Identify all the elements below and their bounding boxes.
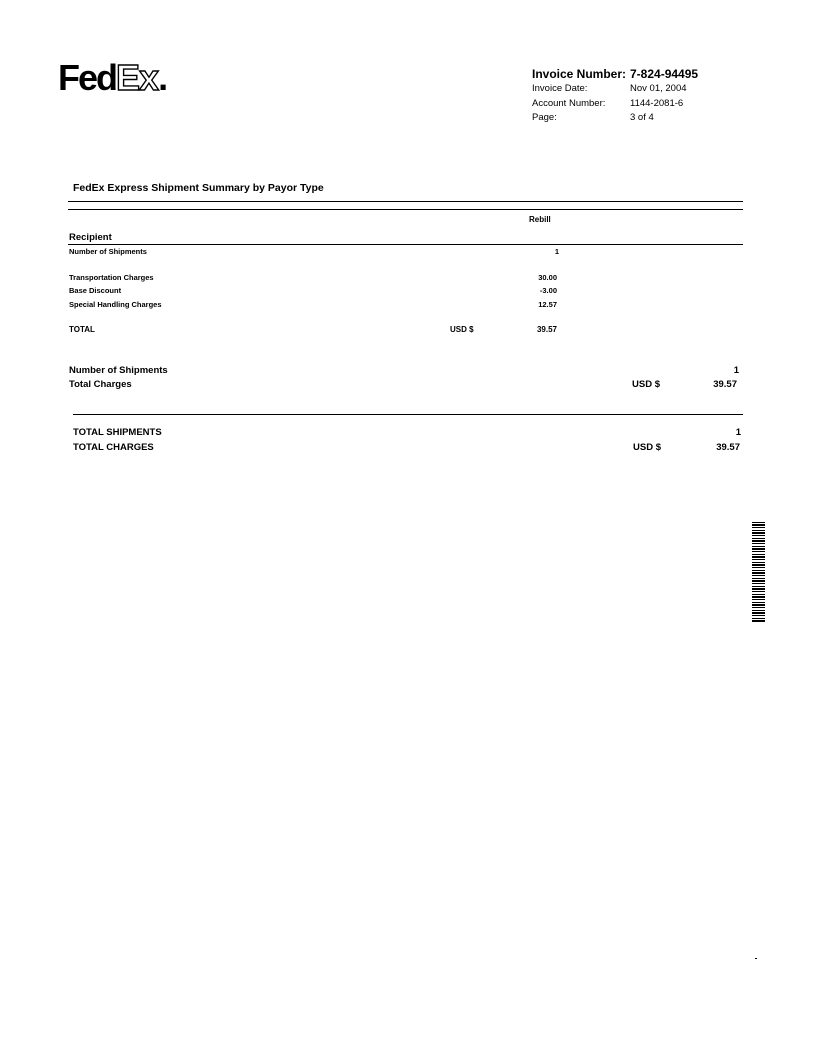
divider-top-2 — [68, 209, 743, 210]
total-currency: USD $ — [450, 325, 474, 334]
logo-fed: Fed — [58, 57, 117, 98]
invoice-number-value: 7-824-94495 — [630, 67, 699, 81]
invoice-date-value: Nov 01, 2004 — [630, 83, 687, 94]
logo-dot: . — [158, 57, 167, 98]
row-shipments-label: Number of Shipments — [69, 247, 147, 256]
group-label-recipient: Recipient — [69, 232, 112, 243]
column-header-rebill: Rebill — [529, 215, 551, 224]
row-transport-value: 30.00 — [538, 273, 557, 282]
row-discount-label: Base Discount — [69, 286, 122, 295]
divider-top — [68, 201, 743, 202]
page-label: Page: — [532, 112, 557, 123]
summary-shipments-label: Number of Shipments — [69, 365, 168, 376]
section-title: FedEx Express Shipment Summary by Payor Type — [73, 182, 324, 194]
total-label: TOTAL — [69, 325, 95, 334]
group-underline — [68, 244, 743, 245]
row-special-label: Special Handling Charges — [69, 300, 162, 309]
invoice-number-label: Invoice Number: — [532, 67, 627, 81]
summary-charges-label: Total Charges — [69, 379, 132, 390]
grand-total-charges-currency: USD $ — [633, 442, 661, 453]
page-value: 3 of 4 — [630, 112, 654, 123]
logo-ex: Ex — [116, 57, 159, 98]
invoice-date-label: Invoice Date: — [532, 83, 588, 94]
fedex-logo — [58, 57, 167, 98]
divider-grand-total — [73, 414, 743, 415]
barcode-graphic — [752, 522, 765, 622]
grand-total-shipments-value: 1 — [735, 427, 741, 438]
summary-charges-currency: USD $ — [632, 379, 660, 390]
account-number-value: 1144-2081-6 — [630, 98, 684, 109]
row-special-value: 12.57 — [538, 300, 557, 309]
grand-total-charges-label: TOTAL CHARGES — [73, 442, 154, 453]
summary-shipments-value: 1 — [733, 365, 739, 376]
row-discount-value: -3.00 — [539, 286, 557, 295]
grand-total-shipments-label: TOTAL SHIPMENTS — [73, 427, 162, 438]
row-shipments-value: 1 — [554, 247, 559, 256]
summary-charges-value: 39.57 — [713, 379, 737, 390]
total-value: 39.57 — [536, 325, 557, 334]
account-number-label: Account Number: — [532, 98, 606, 109]
row-transport-label: Transportation Charges — [69, 273, 154, 282]
page-mark — [755, 958, 757, 959]
grand-total-charges-value: 39.57 — [716, 442, 740, 453]
